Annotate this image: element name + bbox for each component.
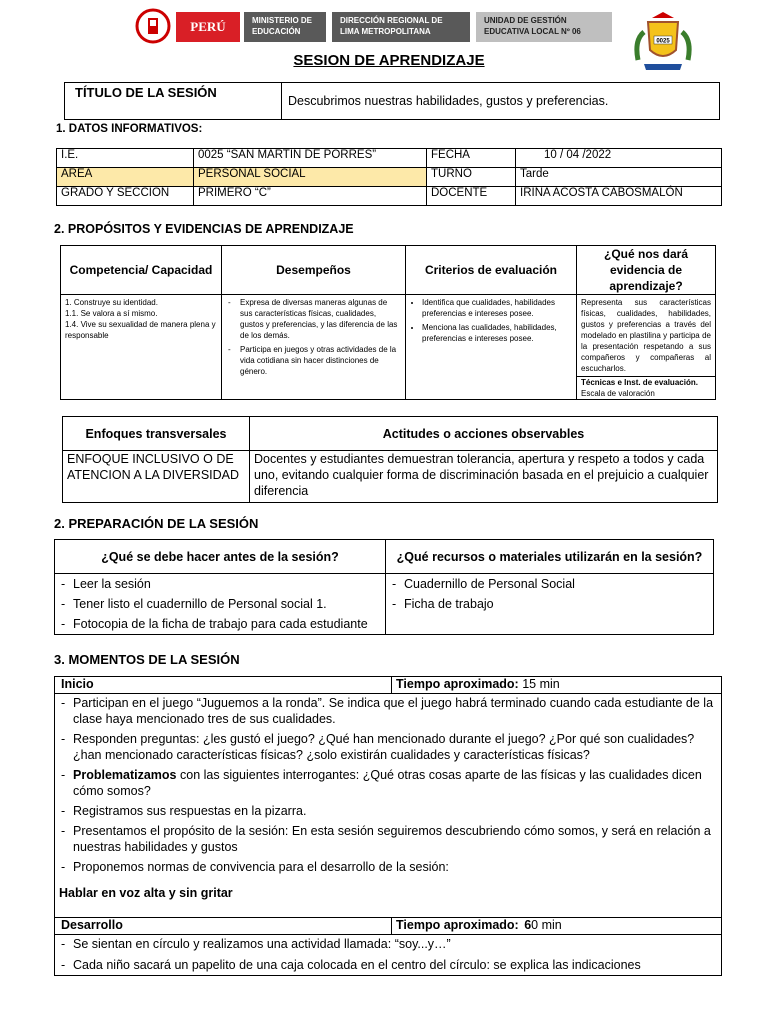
session-title-label: TÍTULO DE LA SESIÓN <box>65 83 282 120</box>
desempeno-item: - Participa en juegos y otras actividades de la vida cotidiana sin hacer distinciones de género. <box>226 344 401 377</box>
datos-cell: 10 / 04 /2022 <box>516 149 722 168</box>
momentos-heading: 3. MOMENTOS DE LA SESIÓN <box>54 652 240 667</box>
desempeno-item: - Expresa de diversas maneras algunas de sus características físicas, cualidades, gustos y preferencias, y las diferencia de las de los demás. <box>226 297 401 341</box>
tiempo-label: Tiempo aproximado: <box>396 677 519 691</box>
document-title: SESION DE APRENDIZAJE <box>293 52 485 69</box>
desarrollo-time: 0 min <box>531 918 562 932</box>
datos-cell: PRIMERO “C” <box>194 187 427 206</box>
tiempo-label: Tiempo aproximado: <box>396 918 519 932</box>
preparacion-heading: 2. PREPARACIÓN DE LA SESIÓN <box>54 516 259 531</box>
inicio-time: 15 min <box>522 677 560 691</box>
preparacion-header: ¿Qué recursos o materiales utilizarán en la sesión? <box>386 540 714 574</box>
datos-cell: I.E. <box>57 149 194 168</box>
inicio-label: Inicio <box>55 677 392 694</box>
problematizamos-text: con las siguientes interrogantes: ¿Qué otras cosas aparte de las físicas y las cualidades dicen cómo somos? <box>73 768 702 798</box>
propositos-header: Desempeños <box>222 246 406 295</box>
desempenos-cell <box>222 295 406 400</box>
evidencia-text: Representa sus características físicas, cualidades, habilidades, gustos y preferencias a través del modelado en plastilina y participa de la presentación respetando a sus compañeros y compañeras al escucharlos. <box>581 298 711 373</box>
crest-number: 0025 <box>656 38 670 45</box>
preparacion-table <box>54 539 714 635</box>
competencia-line: 1. Construye su identidad. <box>65 298 158 307</box>
inicio-content <box>55 694 722 918</box>
propositos-table <box>60 245 716 400</box>
datos-table <box>56 148 722 206</box>
antes-item: - Tener listo el cuadernillo de Personal social 1. <box>59 594 381 614</box>
datos-cell: Tarde <box>516 168 722 187</box>
recursos-item: - Ficha de trabajo <box>390 594 709 614</box>
inicio-item: - Participan en el juego “Juguemos a la ronda”. Se indica que el juego habrá terminado cuando cada estudiante de la clase haya mencionado tres de sus cualidades. <box>59 695 717 727</box>
datos-cell: GRADO Y SECCION <box>57 187 194 206</box>
session-title-table <box>64 82 720 120</box>
competencia-line: 1.1. Se valora a sí mismo. <box>65 309 158 318</box>
desarrollo-item: - Cada niño sacará un papelito de una caja colocada en el centro del círculo: se explica las indicaciones <box>59 957 717 974</box>
inicio-item <box>59 767 717 799</box>
antes-cell <box>55 574 386 635</box>
enfoque-value: ENFOQUE INCLUSIVO O DE ATENCION A LA DIVERSIDAD <box>63 451 250 503</box>
datos-cell: PERSONAL SOCIAL <box>194 168 427 187</box>
antes-item: - Leer la sesión <box>59 574 381 594</box>
propositos-heading: 2. PROPÓSITOS Y EVIDENCIAS DE APRENDIZAJE <box>54 222 354 236</box>
datos-cell: FECHA <box>427 149 516 168</box>
enfoques-header: Actitudes o acciones observables <box>250 417 718 451</box>
desarrollo-label: Desarrollo <box>55 918 392 935</box>
datos-cell: AREA <box>57 168 194 187</box>
ugel-box: UNIDAD DE GESTIÓN EDUCATIVA LOCAL Nº 06 <box>476 12 612 42</box>
inicio-item: - Presentamos el propósito de la sesión: En esta sesión seguiremos descubriendo cómo somos, y será en relación a nuestras habilidades y gustos <box>59 823 717 855</box>
inicio-item: - Registramos sus respuestas en la pizarra. <box>59 803 717 819</box>
datos-cell: 0025 “SAN MARTIN DE PORRES” <box>194 149 427 168</box>
preparacion-header: ¿Qué se debe hacer antes de la sesión? <box>55 540 386 574</box>
regional-box: DIRECCIÓN REGIONAL DE LIMA METROPOLITANA <box>332 12 470 42</box>
ministry-box: MINISTERIO DE EDUCACIÓN <box>244 12 326 42</box>
tecnicas-value: Escala de valoración <box>581 389 655 398</box>
evidencia-cell <box>577 295 716 400</box>
desarrollo-content <box>55 935 722 976</box>
inicio-time-cell <box>392 677 722 694</box>
enfoques-table <box>62 416 718 503</box>
propositos-header: ¿Qué nos dará evidencia de aprendizaje? <box>577 246 716 295</box>
desarrollo-time-cell <box>392 918 722 935</box>
datos-cell: TURNO <box>427 168 516 187</box>
datos-cell: IRINA ACOSTA CABOSMALÓN <box>516 187 722 206</box>
problematizamos-bold: Problematizamos <box>73 768 177 782</box>
peru-label: PERÚ <box>176 12 240 42</box>
desarrollo-time-bold: 6 <box>524 918 532 932</box>
inicio-item: - Proponemos normas de convivencia para el desarrollo de la sesión: <box>59 859 717 875</box>
propositos-header: Criterios de evaluación <box>406 246 577 295</box>
actitud-value: Docentes y estudiantes demuestran tolerancia, apertura y respeto a todos y cada uno, evitando cualquier forma de discriminación basada en el prejuicio a cualquier diferencia <box>250 451 718 503</box>
datos-cell: DOCENTE <box>427 187 516 206</box>
antes-item: - Fotocopia de la ficha de trabajo para cada estudiante <box>59 614 381 634</box>
competencia-cell <box>61 295 222 400</box>
criterios-cell <box>406 295 577 400</box>
peru-shield-logo <box>134 8 172 44</box>
datos-heading: 1. DATOS INFORMATIVOS: <box>56 123 203 135</box>
session-title-value: Descubrimos nuestras habilidades, gustos y preferencias. <box>282 83 720 120</box>
enfoques-header: Enfoques transversales <box>63 417 250 451</box>
inicio-item: - Responden preguntas: ¿les gustó el juego? ¿Qué han mencionado durante el juego? ¿Por qué son cualidades? ¿han mencionado características físicas? ¿solo existirán cualidades y características físicas? <box>59 731 717 763</box>
recursos-cell <box>386 574 714 635</box>
propositos-header: Competencia/ Capacidad <box>61 246 222 295</box>
criterio-item: • Menciona las cualidades, habilidades, preferencias e intereses posee. <box>422 322 572 344</box>
competencia-line: 1.4. Vive su sexualidad de manera plena y responsable <box>65 320 216 340</box>
desarrollo-item: - Se sientan en círculo y realizamos una actividad llamada: “soy...y…” <box>59 936 717 953</box>
momentos-table <box>54 676 722 976</box>
criterio-item: • Identifica que cualidades, habilidades preferencias e intereses posee. <box>422 297 572 319</box>
recursos-item: - Cuadernillo de Personal Social <box>390 574 709 594</box>
tecnicas-label: Técnicas e Inst. de evaluación. <box>581 378 698 387</box>
norma-text: Hablar en voz alta y sin gritar <box>59 886 233 900</box>
